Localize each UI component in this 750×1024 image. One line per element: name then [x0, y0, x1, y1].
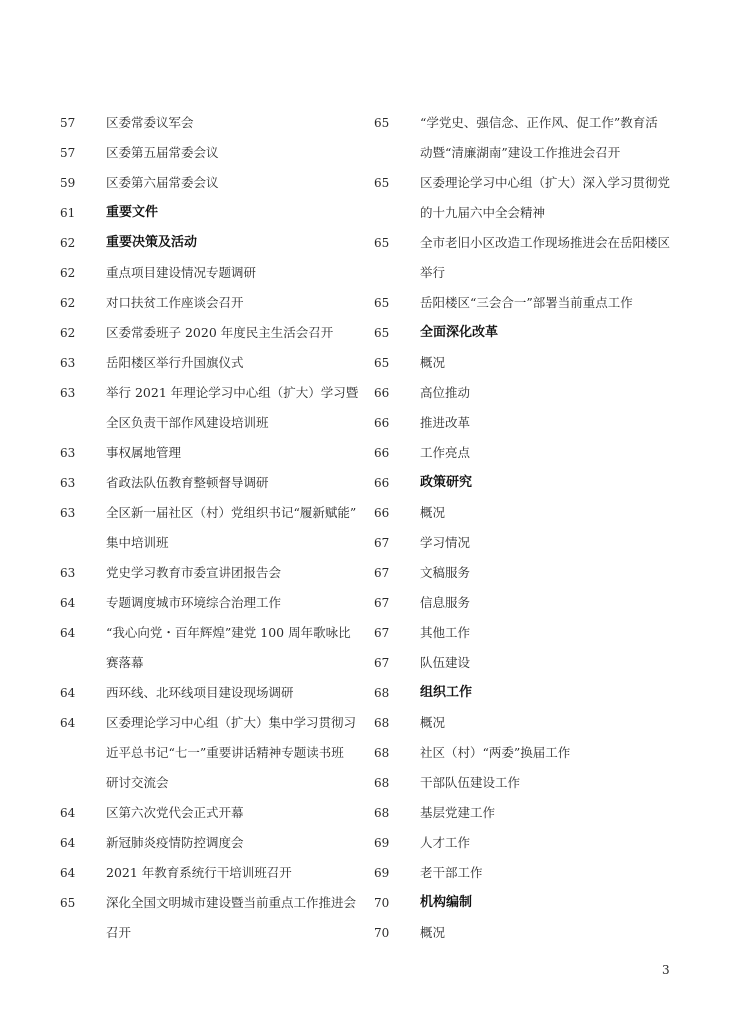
toc-page-number: 57 [60, 146, 76, 160]
toc-entry [60, 858, 365, 888]
toc-entry-title: 重点项目建设情况专题调研 [106, 265, 257, 280]
toc-entry-title: 概况 [420, 505, 446, 520]
toc-entry-title: 近平总书记“七一”重要讲话精神专题读书班 [106, 745, 344, 760]
toc-page-number: 70 [374, 896, 390, 910]
toc-column-left [60, 108, 365, 948]
toc-entry [60, 618, 365, 678]
toc-page-number: 57 [60, 116, 76, 130]
toc-entry [60, 258, 365, 288]
toc-section-heading [374, 678, 694, 708]
toc-page-number: 68 [374, 716, 390, 730]
toc-entry [374, 828, 694, 858]
toc-entry [60, 378, 365, 438]
toc-entry-title: 区委理论学习中心组（扩大）深入学习贯彻党 [420, 175, 671, 190]
toc-page-number: 67 [374, 656, 390, 670]
toc-entry-title: 省政法队伍教育整顿督导调研 [106, 475, 269, 490]
toc-entry-title: 召开 [106, 925, 132, 940]
toc-entry-title: 机构编制 [420, 895, 473, 910]
toc-page-number: 65 [374, 116, 390, 130]
toc-entry-title: 区委理论学习中心组（扩大）集中学习贯彻习 [106, 715, 357, 730]
toc-entry-title: 赛落幕 [106, 655, 144, 670]
page-number: 3 [662, 963, 670, 977]
toc-entry-title: 概况 [420, 355, 446, 370]
toc-page-number: 59 [60, 176, 76, 190]
toc-entry-title: 2021 年教育系统行干培训班召开 [106, 865, 292, 880]
toc-entry [374, 648, 694, 678]
toc-page-number: 64 [60, 626, 76, 640]
toc-section-heading [60, 198, 365, 228]
toc-entry-title: 全面深化改革 [420, 325, 499, 340]
toc-entry [60, 888, 365, 948]
toc-page-number: 62 [60, 326, 76, 340]
toc-page-number: 68 [374, 806, 390, 820]
toc-entry-title: 深化全国文明城市建设暨当前重点工作推进会 [106, 895, 357, 910]
toc-entry [374, 858, 694, 888]
toc-entry [60, 468, 365, 498]
toc-entry [374, 288, 694, 318]
toc-entry-title: 专题调度城市环境综合治理工作 [106, 595, 282, 610]
toc-entry-title: 研讨交流会 [106, 775, 169, 790]
toc-section-heading [60, 228, 365, 258]
toc-entry [60, 138, 365, 168]
toc-entry [60, 108, 365, 138]
toc-page-number: 65 [374, 326, 390, 340]
toc-page-number: 64 [60, 716, 76, 730]
toc-page-number: 64 [60, 596, 76, 610]
toc-page-number: 64 [60, 806, 76, 820]
toc-entry [60, 288, 365, 318]
toc-entry-title: 其他工作 [420, 625, 471, 640]
toc-entry-title: 重要文件 [106, 205, 159, 220]
toc-entry-title: 党史学习教育市委宣讲团报告会 [106, 565, 282, 580]
toc-page-number: 66 [374, 476, 390, 490]
toc-entry [60, 708, 365, 798]
toc-entry [374, 738, 694, 768]
toc-entry-title: 新冠肺炎疫情防控调度会 [106, 835, 244, 850]
toc-section-heading [374, 318, 694, 348]
toc-page-number: 67 [374, 566, 390, 580]
toc-entry-title: 全市老旧小区改造工作现场推进会在岳阳楼区 [420, 235, 671, 250]
toc-entry-title: 人才工作 [420, 835, 471, 850]
toc-entry [60, 318, 365, 348]
toc-page-number: 66 [374, 386, 390, 400]
toc-entry [374, 408, 694, 438]
toc-page-number: 66 [374, 416, 390, 430]
toc-entry-title: 集中培训班 [106, 535, 169, 550]
toc-entry-title: 的十九届六中全会精神 [420, 205, 546, 220]
toc-entry [374, 708, 694, 738]
toc-column-right [374, 108, 694, 948]
toc-page-number: 67 [374, 596, 390, 610]
toc-entry [374, 108, 694, 168]
toc-entry [60, 498, 365, 558]
toc-entry [60, 558, 365, 588]
toc-page-number: 67 [374, 626, 390, 640]
toc-page-number: 68 [374, 776, 390, 790]
toc-page-number: 68 [374, 746, 390, 760]
toc-entry [374, 228, 694, 288]
toc-entry [60, 348, 365, 378]
toc-entry [374, 438, 694, 468]
toc-entry [60, 588, 365, 618]
toc-entry-title: 推进改革 [420, 415, 471, 430]
toc-page-number: 69 [374, 866, 390, 880]
toc-entry-title: 区委第六届常委会议 [106, 175, 219, 190]
toc-entry-title: 动暨“清廉湖南”建设工作推进会召开 [420, 145, 621, 160]
toc-page-number: 70 [374, 926, 390, 940]
toc-entry-title: 重要决策及活动 [106, 235, 198, 250]
toc-page-number: 63 [60, 446, 76, 460]
toc-page-number: 64 [60, 686, 76, 700]
toc-page-number: 64 [60, 836, 76, 850]
toc-page-number: 68 [374, 686, 390, 700]
toc-entry-title: 举行 [420, 265, 446, 280]
toc-entry [374, 588, 694, 618]
toc-page-number: 66 [374, 446, 390, 460]
toc-entry-title: 区委第五届常委会议 [106, 145, 219, 160]
toc-entry-title: 西环线、北环线项目建设现场调研 [106, 685, 294, 700]
toc-page-number: 66 [374, 506, 390, 520]
toc-entry-title: 文稿服务 [420, 565, 471, 580]
toc-entry-title: 事权属地管理 [106, 445, 182, 460]
toc-section-heading [374, 888, 694, 918]
toc-entry-title: 社区（村）“两委”换届工作 [420, 745, 571, 760]
toc-entry [60, 828, 365, 858]
toc-page-number: 65 [374, 296, 390, 310]
toc-entry-title: 工作亮点 [420, 445, 471, 460]
toc-entry [374, 798, 694, 828]
toc-page-number: 64 [60, 866, 76, 880]
toc-entry-title: 全区新一届社区（村）党组织书记“履新赋能” [106, 505, 357, 520]
toc-page-number: 62 [60, 296, 76, 310]
toc-entry [374, 168, 694, 228]
toc-entry [60, 798, 365, 828]
toc-entry-title: 老干部工作 [420, 865, 483, 880]
toc-entry-title: 队伍建设 [420, 655, 471, 670]
toc-entry [374, 528, 694, 558]
toc-section-heading [374, 468, 694, 498]
toc-entry-title: 组织工作 [420, 685, 473, 700]
toc-entry-title: 区委常委班子 2020 年度民主生活会召开 [106, 325, 334, 340]
toc-entry [60, 438, 365, 468]
toc-entry-title: 概况 [420, 715, 446, 730]
toc-entry [374, 918, 694, 948]
toc-entry [374, 558, 694, 588]
toc-page-number: 63 [60, 566, 76, 580]
toc-entry-title: 举行 2021 年理论学习中心组（扩大）学习暨 [106, 385, 359, 400]
toc-entry-title: 概况 [420, 925, 446, 940]
toc-entry-title: 岳阳楼区“三会合一”部署当前重点工作 [420, 295, 633, 310]
toc-entry [374, 768, 694, 798]
toc-entry [60, 678, 365, 708]
toc-page-number: 63 [60, 386, 76, 400]
toc-page-number: 62 [60, 266, 76, 280]
toc-entry-title: 政策研究 [420, 475, 473, 490]
toc-entry-title: 干部队伍建设工作 [420, 775, 521, 790]
toc-entry [374, 618, 694, 648]
toc-page-number: 63 [60, 506, 76, 520]
toc-entry-title: 学习情况 [420, 535, 471, 550]
toc-entry-title: “学党史、强信念、正作风、促工作”教育活 [420, 115, 658, 130]
toc-entry-title: 全区负责干部作风建设培训班 [106, 415, 269, 430]
toc-entry-title: “我心向党・百年辉煌”建党 100 周年歌咏比 [106, 625, 351, 640]
toc-page-number: 63 [60, 476, 76, 490]
toc-page-number: 61 [60, 206, 76, 220]
toc-page-number: 67 [374, 536, 390, 550]
toc-entry-title: 基层党建工作 [420, 805, 496, 820]
toc-entry [60, 168, 365, 198]
toc-page-number: 65 [374, 356, 390, 370]
toc-entry [374, 378, 694, 408]
toc-entry [374, 498, 694, 528]
toc-entry-title: 岳阳楼区举行升国旗仪式 [106, 355, 244, 370]
toc-page-number: 65 [374, 176, 390, 190]
toc-page-number: 65 [60, 896, 76, 910]
toc-entry-title: 高位推动 [420, 385, 471, 400]
toc-entry-title: 区第六次党代会正式开幕 [106, 805, 244, 820]
toc-entry-title: 区委常委议军会 [106, 115, 194, 130]
toc-entry-title: 对口扶贫工作座谈会召开 [106, 295, 244, 310]
toc-entry [374, 348, 694, 378]
toc-page-number: 65 [374, 236, 390, 250]
toc-entry-title: 信息服务 [420, 595, 471, 610]
toc-page-number: 69 [374, 836, 390, 850]
toc-page-number: 62 [60, 236, 76, 250]
toc-page-number: 63 [60, 356, 76, 370]
